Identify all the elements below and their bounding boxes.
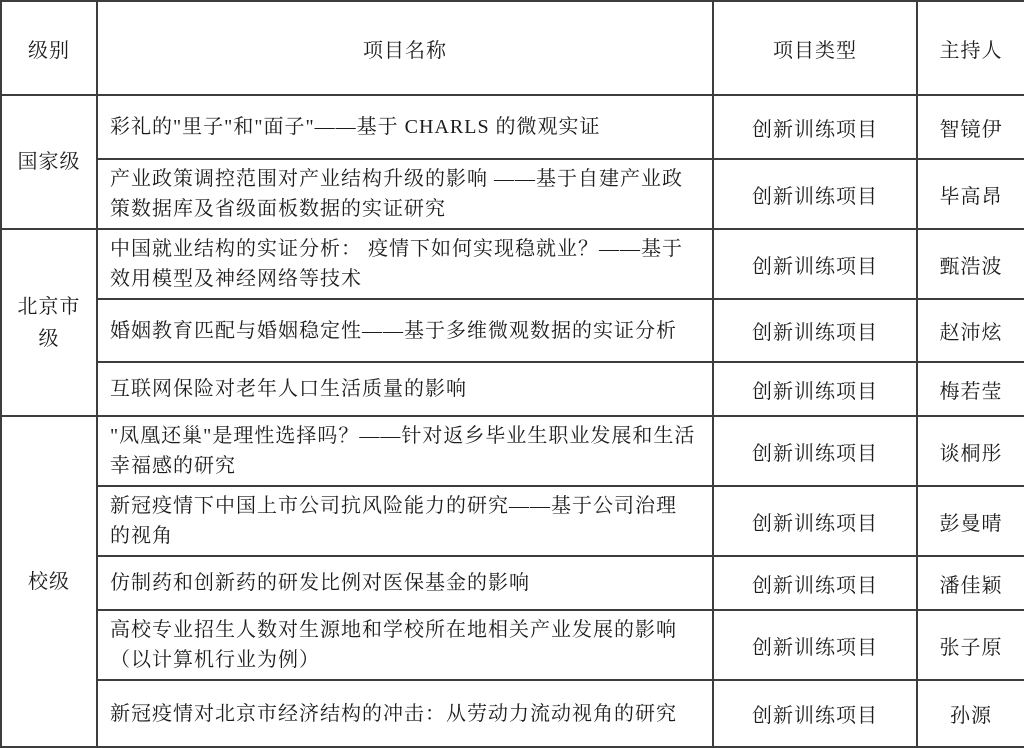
project-name-cell: 彩礼的"里子"和"面子"——基于 CHARLS 的微观实证 [97,95,713,159]
project-type-cell: 创新训练项目 [713,486,917,556]
project-type-cell: 创新训练项目 [713,299,917,362]
column-header-level: 级别 [1,1,97,95]
leader-cell: 孙源 [917,680,1024,747]
project-type-cell: 创新训练项目 [713,680,917,747]
table-row [1,299,1024,362]
leader-cell: 赵沛炫 [917,299,1024,362]
table-row [1,229,1024,299]
column-header-leader: 主持人 [917,1,1024,95]
project-name-cell: 新冠疫情下中国上市公司抗风险能力的研究——基于公司治理的视角 [97,486,713,556]
level-cell-university: 校级 [1,416,97,747]
leader-cell: 毕高昂 [917,159,1024,229]
project-type-cell: 创新训练项目 [713,159,917,229]
header-row [1,1,1024,95]
column-header-project-type: 项目类型 [713,1,917,95]
leader-cell: 智镜伊 [917,95,1024,159]
leader-cell: 甄浩波 [917,229,1024,299]
leader-cell: 彭曼晴 [917,486,1024,556]
table-row [1,610,1024,680]
table-row [1,362,1024,416]
table-row [1,159,1024,229]
level-cell-beijing: 北京市级 [1,229,97,416]
table-row [1,486,1024,556]
leader-cell: 张子原 [917,610,1024,680]
project-type-cell: 创新训练项目 [713,95,917,159]
table-row [1,680,1024,747]
project-name-cell: 婚姻教育匹配与婚姻稳定性——基于多维微观数据的实证分析 [97,299,713,362]
project-type-cell: 创新训练项目 [713,610,917,680]
level-cell-national: 国家级 [1,95,97,229]
leader-cell: 梅若莹 [917,362,1024,416]
project-type-cell: 创新训练项目 [713,416,917,486]
project-name-cell: "凤凰还巢"是理性选择吗？——针对返乡毕业生职业发展和生活幸福感的研究 [97,416,713,486]
table-row [1,95,1024,159]
project-name-cell: 产业政策调控范围对产业结构升级的影响 ——基于自建产业政策数据库及省级面板数据的实证研究 [97,159,713,229]
project-name-cell: 仿制药和创新药的研发比例对医保基金的影响 [97,556,713,610]
project-type-cell: 创新训练项目 [713,229,917,299]
project-name-cell: 新冠疫情对北京市经济结构的冲击：从劳动力流动视角的研究 [97,680,713,747]
table-row [1,416,1024,486]
project-name-cell: 高校专业招生人数对生源地和学校所在地相关产业发展的影响 （以计算机行业为例） [97,610,713,680]
project-type-cell: 创新训练项目 [713,362,917,416]
project-name-cell: 中国就业结构的实证分析： 疫情下如何实现稳就业？——基于效用模型及神经网络等技术 [97,229,713,299]
project-type-cell: 创新训练项目 [713,556,917,610]
leader-cell: 谈桐彤 [917,416,1024,486]
table-row [1,556,1024,610]
column-header-project-name: 项目名称 [97,1,713,95]
leader-cell: 潘佳颖 [917,556,1024,610]
project-name-cell: 互联网保险对老年人口生活质量的影响 [97,362,713,416]
